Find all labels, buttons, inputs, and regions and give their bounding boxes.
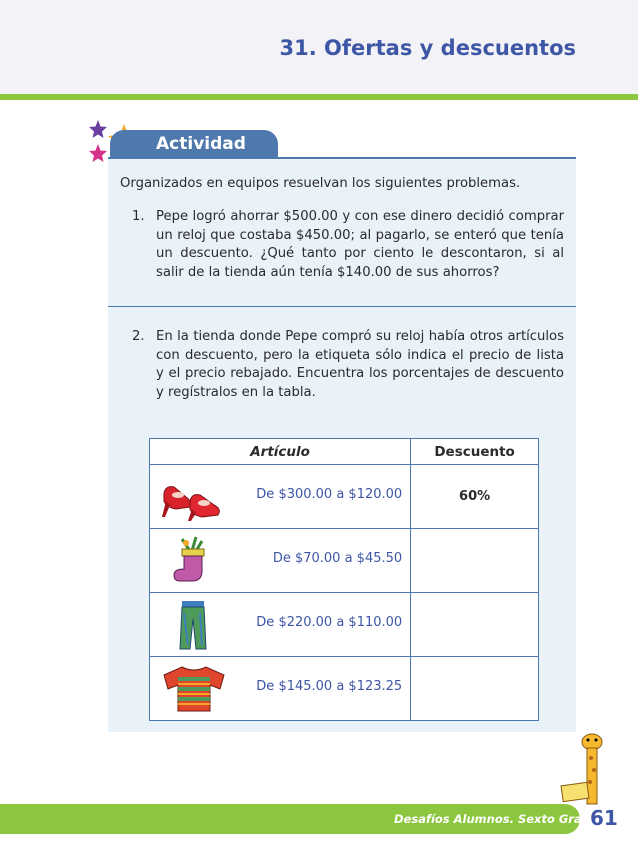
article-cell: [150, 657, 411, 721]
article-cell: [150, 465, 411, 529]
column-header-article: Artículo: [150, 439, 411, 465]
article-cell: [150, 593, 411, 657]
instruction-text: Organizados en equipos resuelvan los siguientes problemas.: [120, 176, 521, 191]
column-header-discount: Descuento: [411, 439, 539, 465]
discount-table: [149, 438, 539, 721]
price-range: De $70.00 a $45.50: [272, 551, 403, 566]
footer-text: Desafíos Alumnos. Sexto Grado: [394, 812, 598, 826]
activity-label: Actividad: [156, 134, 246, 154]
panel-divider: [108, 306, 576, 307]
price-range: De $300.00 a $120.00: [256, 487, 403, 502]
price-range: De $220.00 a $110.00: [256, 615, 403, 630]
table-row: [150, 465, 539, 529]
discount-cell: [411, 593, 539, 657]
page-title: 31. Ofertas y descuentos: [279, 36, 576, 60]
problem-1: [134, 208, 564, 282]
problem-number: 2.: [132, 329, 145, 344]
problem-number: 1.: [132, 209, 145, 224]
shoes-icon: [156, 471, 232, 523]
shirt-icon: [156, 663, 232, 715]
discount-cell: [411, 529, 539, 593]
giraffe-icon: [560, 730, 612, 810]
discount-cell: [411, 657, 539, 721]
table-row: [150, 593, 539, 657]
table-row: [150, 529, 539, 593]
page-number: 61: [590, 806, 618, 830]
price-range: De $145.00 a $123.25: [256, 679, 403, 694]
table-row: [150, 657, 539, 721]
article-cell: [150, 529, 411, 593]
discount-cell: 60%: [411, 465, 539, 529]
problem-2: [134, 328, 564, 402]
table-header-row: [150, 439, 539, 465]
panel-top-rule: [108, 157, 576, 159]
problem-text: En la tienda donde Pepe compró su reloj había otros artículos con descuento, pero la etiqueta sólo indica el precio de lista y el precio rebajado. Encuentra los porcentajes de descuento y regístralos en la tabla.: [156, 329, 564, 400]
christmas-stocking-icon: [156, 535, 232, 587]
problem-text: Pepe logró ahorrar $500.00 y con ese dinero decidió comprar un reloj que costaba $450.00; al pagarlo, se enteró que tenía un descuento. ¿Qué tanto por ciento le descontaron, si al salir de la tienda aún tenía $140.00 de sus ahorros?: [156, 209, 564, 280]
pants-icon: [156, 599, 232, 651]
